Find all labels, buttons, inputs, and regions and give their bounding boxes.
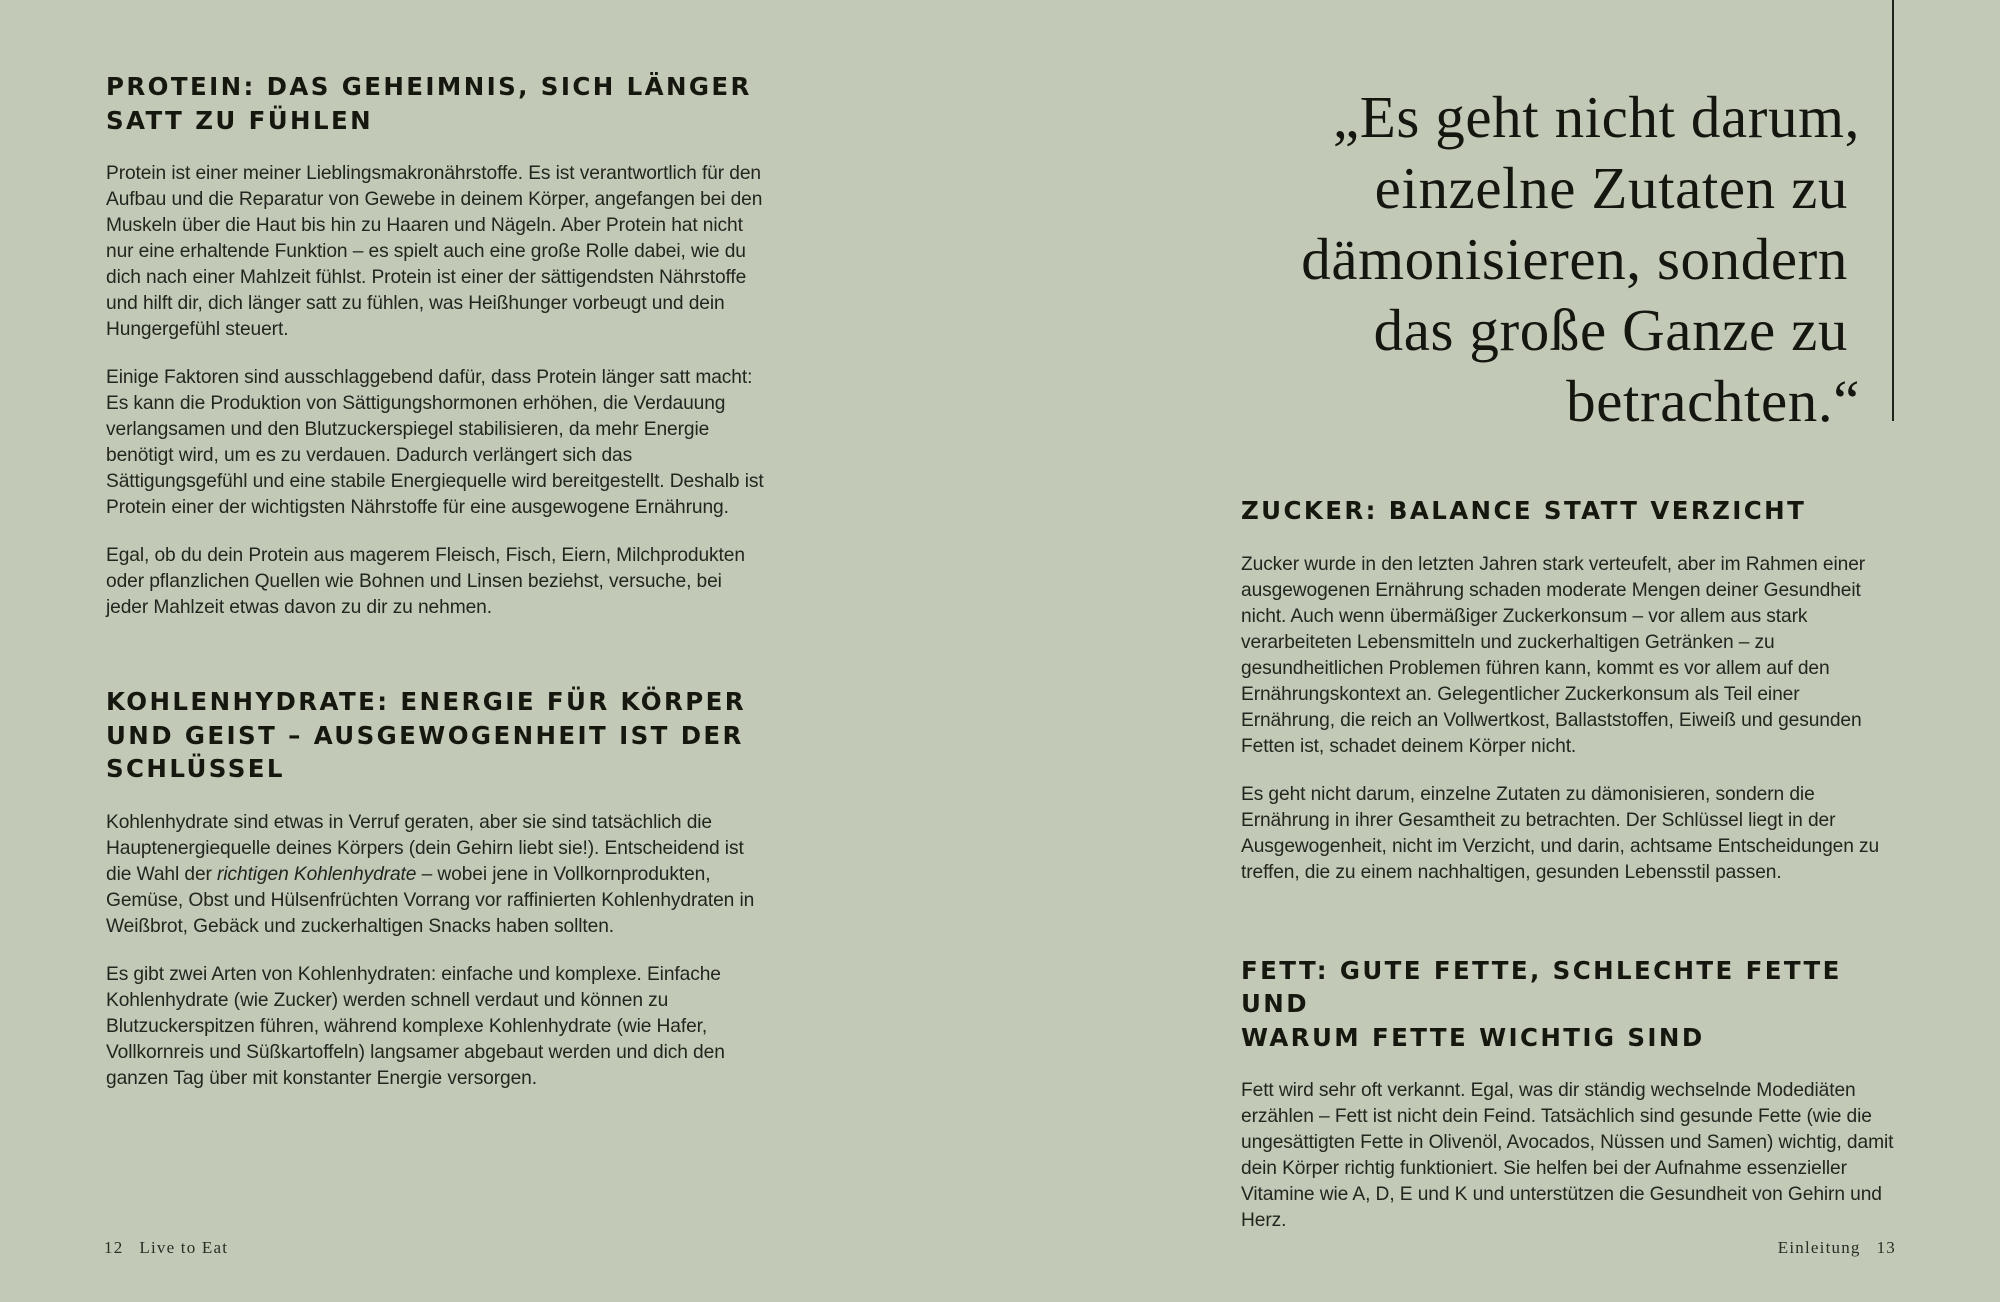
paragraph-text: Kohlenhydrate sind etwas in Verruf geraten, aber sie sind tatsächlich die Hauptenergiequelle deines Körpers (dein Gehirn liebt sie!). Entscheidend ist die Wahl der bbox=[106, 811, 744, 885]
right-page bbox=[1000, 0, 2000, 1302]
pull-quote bbox=[1160, 82, 1860, 437]
page-number: 12 bbox=[104, 1238, 124, 1257]
running-title: Live to Eat bbox=[139, 1238, 229, 1257]
paragraph bbox=[106, 810, 766, 940]
paragraph: Es geht nicht darum, einzelne Zutaten zu dämonisieren, sondern die Ernährung in ihrer Gesamtheit zu betrachten. Der Schlüssel liegt in der Ausgewogenheit, nicht im Verzicht, und darin, achtsame Entscheidungen zu treffen, die zu einem nachhaltigen, gesunden Lebensstil passen. bbox=[1241, 783, 1880, 883]
paragraph: Einige Faktoren sind ausschlaggebend dafür, dass Protein länger satt macht: Es kann die Produktion von Sättigungshormonen erhöhen, die Verdauung verlangsamen und den Blutzuckerspiegel stabilisieren, da mehr Energie benötigt wird, um es zu verdauen. Dadurch verlängert sich das Sättigungsgefühl und eine stabile Energiequelle wird bereitgestellt. Deshalb ist Protein einer der wichtigsten Nährstoffe für eine ausgewogene Ernährung. bbox=[106, 367, 764, 518]
quote-line: einzelne Zutaten zu bbox=[1374, 155, 1848, 221]
section-body bbox=[1241, 552, 1896, 886]
footer-left bbox=[104, 1238, 228, 1258]
heading-line: WARUM FETTE WICHTIG SIND bbox=[1241, 1022, 1705, 1052]
emphasis-text: richtigen Kohlenhydrate bbox=[217, 863, 417, 885]
paragraph: Zucker wurde in den letzten Jahren stark verteufelt, aber im Rahmen einer ausgewogenen Ernährung schaden moderate Mengen deiner Gesundheit nicht. Auch wenn übermäßiger Zuckerkonsum – vor allem aus stark verarbeiteten Lebensmitteln und zuckerhaltigen Getränken – zu gesundheitlichen Problemen führen kann, kommt es vor allem auf den Ernährungskontext an. Gelegentlicher Zuckerkonsum als Teil einer Ernährung, die reich an Vollwertkost, Ballaststoffen, Eiweiß und gesunden Fetten ist, schadet deinem Körper nicht. bbox=[1241, 553, 1866, 757]
left-column bbox=[106, 70, 766, 1092]
paragraph: Fett wird sehr oft verkannt. Egal, was dir ständig wechselnde Modediäten erzählen – Fett ist nicht dein Feind. Tatsächlich sind gesunde Fette (wie die ungesättigten Fette in Olivenöl, Avocados, Nüssen und Samen) wichtig, damit dein Körper richtig funktioniert. Sie helfen bei der Aufnahme essenzieller Vitamine wie A, D, E und K und unterstützen die Gesundheit von Gehirn und Herz. bbox=[1241, 1080, 1894, 1231]
heading-line: FETT: GUTE FETTE, SCHLECHTE FETTE UND bbox=[1241, 955, 1842, 1018]
section-heading-fett bbox=[1241, 954, 1896, 1055]
quote-line: dämonisieren, sondern bbox=[1301, 226, 1848, 292]
section-heading-protein bbox=[106, 70, 766, 137]
heading-line: ZUCKER: BALANCE STATT VERZICHT bbox=[1241, 496, 1807, 525]
section-kohlenhydrate bbox=[106, 685, 766, 1092]
heading-line: KOHLENHYDRATE: ENERGIE FÜR KÖRPER bbox=[106, 687, 747, 716]
footer-right bbox=[1778, 1238, 1896, 1258]
paragraph: Egal, ob du dein Protein aus magerem Fleisch, Fisch, Eiern, Milchprodukten oder pflanzlichen Quellen wie Bohnen und Linsen beziehst, versuche, bei jeder Mahlzeit etwas davon zu dir zu nehmen. bbox=[106, 545, 745, 618]
right-column bbox=[1241, 494, 1896, 1234]
page-number: 13 bbox=[1876, 1238, 1896, 1257]
section-body bbox=[106, 810, 766, 1092]
quote-line: betrachten.“ bbox=[1566, 368, 1860, 434]
heading-line: SCHLÜSSEL bbox=[106, 754, 285, 783]
paragraph: Es gibt zwei Arten von Kohlenhydraten: einfache und komplexe. Einfache Kohlenhydrate (wie Zucker) werden schnell verdaut und können zu Blutzuckerspitzen führen, während komplexe Kohlenhydrate (wie Hafer, Vollkornreis und Süßkartoffeln) langsamer abgebaut werden und dich den ganzen Tag über mit konstanter Energie versorgen. bbox=[106, 963, 725, 1089]
quote-line: das große Ganze zu bbox=[1373, 297, 1848, 363]
paragraph: Protein ist einer meiner Lieblingsmakronährstoffe. Es ist verantwortlich für den Aufbau und die Reparatur von Gewebe in deinem Körper, angefangen bei den Muskeln über die Haut bis hin zu Haaren und Nägeln. Aber Protein hat nicht nur eine erhaltende Funktion – es spielt auch eine große Rolle dabei, wie du dich nach einer Mahlzeit fühlst. Protein ist einer der sättigendsten Nährstoffe und hilft dir, dich länger satt zu fühlen, was Heißhunger vorbeugt und dein Hungergefühl steuert. bbox=[106, 163, 763, 340]
vertical-rule bbox=[1892, 0, 1894, 421]
section-zucker bbox=[1241, 494, 1896, 886]
heading-line: UND GEIST – AUSGEWOGENHEIT IST DER bbox=[106, 720, 744, 750]
section-heading-kohlenhydrate bbox=[106, 685, 766, 786]
heading-line: SATT ZU FÜHLEN bbox=[106, 105, 373, 135]
heading-line: PROTEIN: DAS GEHEIMNIS, SICH LÄNGER bbox=[106, 72, 752, 101]
section-protein bbox=[106, 70, 766, 621]
section-body bbox=[1241, 1078, 1896, 1234]
section-fett bbox=[1241, 954, 1896, 1235]
running-title: Einleitung bbox=[1777, 1238, 1861, 1257]
paragraph-text: – wobei jene in Vollkornprodukten, Gemüse, Obst und Hülsenfrüchten Vorrang vor raffinierten Kohlenhydraten in Weißbrot, Gebäck und zuckerhaltigen Snacks haben sollten. bbox=[106, 863, 755, 937]
section-body bbox=[106, 161, 766, 621]
quote-line: „Es geht nicht darum, bbox=[1332, 84, 1860, 150]
section-heading-zucker bbox=[1241, 494, 1896, 528]
